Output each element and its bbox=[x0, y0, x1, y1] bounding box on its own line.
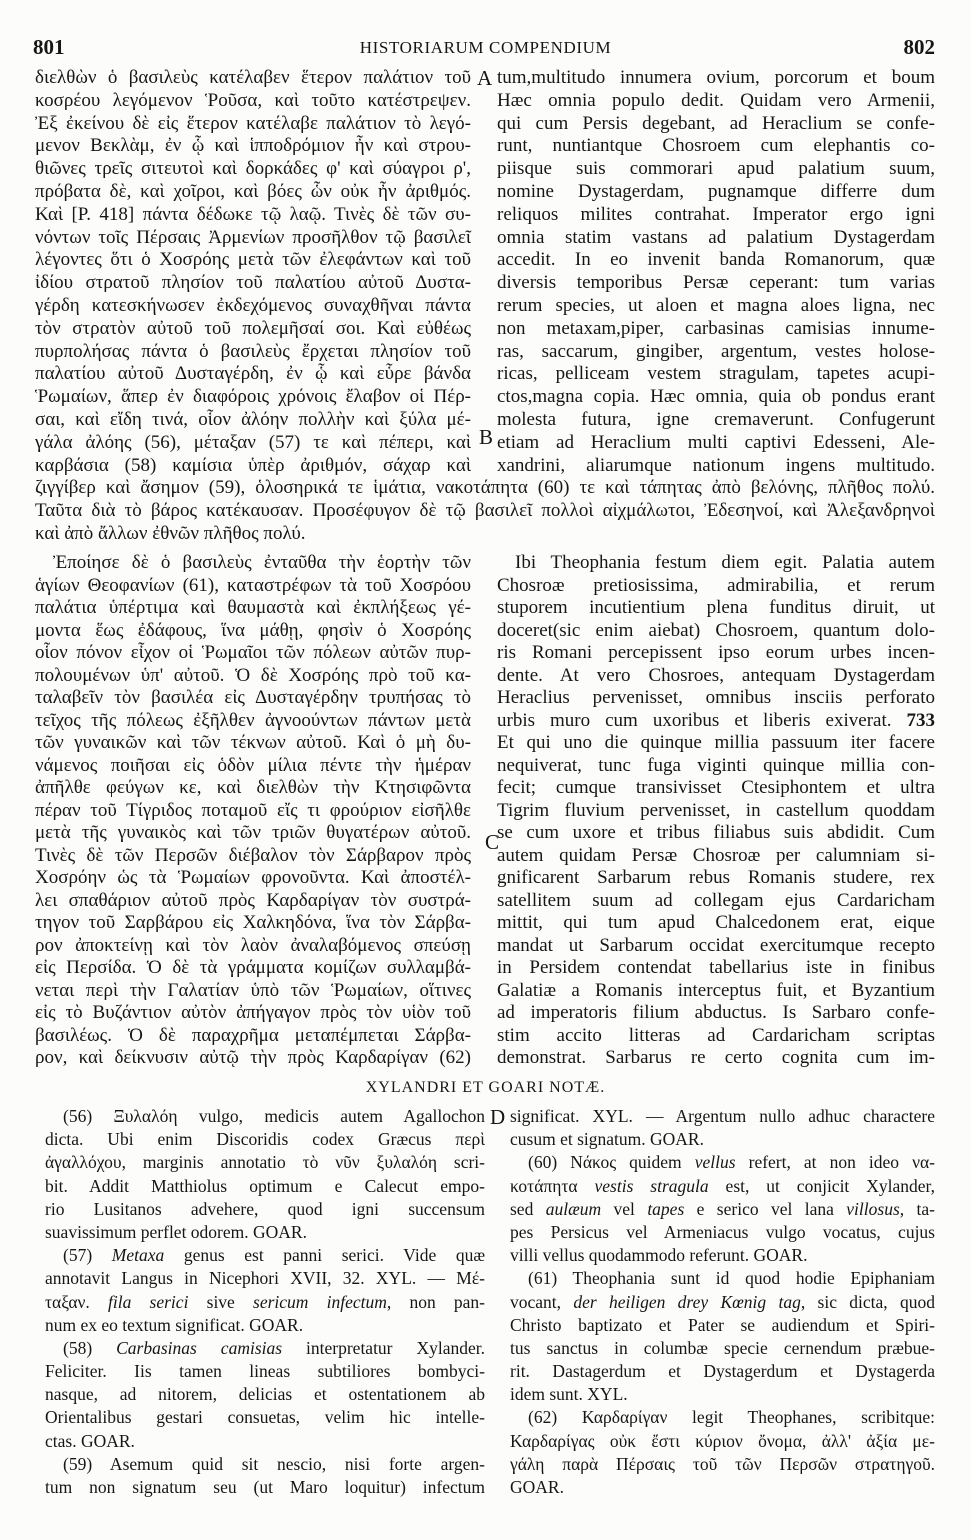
greek-text-line-text: διελθὼν ὁ βασιλεὺς κατέλαβεν ἕτερον παλάτιον τοῦ bbox=[35, 67, 471, 88]
italic-text: villosus bbox=[846, 1198, 900, 1219]
greek-text-line-text: νεται περὶ τὴν Γαλατίαν ὑπὸ τῶν Ῥωμαίων, οἵτινες bbox=[35, 979, 471, 1001]
greek-text-line-text: Ταῦτα διὰ τὸ βάρος κατέκαυσαν. Προσέφυγον δὲ τῷ βασιλεῖ πολλοὶ αἰχμάλωτοι, Ἐδεσηνοί, καὶ Ἀλεξανδρηνοὶ bbox=[35, 499, 935, 521]
latin-text-line bbox=[497, 732, 935, 755]
notes-heading: XYLANDRI ET GOARI NOTÆ. bbox=[365, 1079, 606, 1096]
greek-text-line-text: πρόβατα δὲ, καὶ χοῖροι, καὶ βόες ὧν οὐκ ἦν ἀριθμός. bbox=[35, 180, 471, 202]
latin-text-line bbox=[497, 620, 935, 643]
latin-text-line bbox=[497, 318, 935, 341]
greek-text-line-text: γάλα ἀλόης (56), μέταξαν (57) τε καὶ πέπερι, καὶ bbox=[35, 431, 471, 453]
text-run: (58) bbox=[63, 1337, 117, 1358]
greek-text-line bbox=[35, 822, 471, 845]
greek-text-line bbox=[35, 409, 471, 432]
greek-text-line-text: πέραν τοῦ Τίγριδος ποταμοῦ εἴς τι φρούριον εἰσῆλθε bbox=[35, 799, 471, 821]
greek-text-line-text: πολουμένων ὑπ' αὐτοῦ. Ὁ δὲ Χοσρόης πρὸ τοῦ κα- bbox=[35, 664, 471, 686]
italic-text: sericum infectum bbox=[253, 1291, 387, 1312]
note-line bbox=[45, 1453, 485, 1476]
greek-text-line-text: καρβάσια (58) καμίσια ὑπὲρ ἀριθμόν, σάχαρ καὶ bbox=[35, 454, 471, 476]
greek-text-line bbox=[35, 665, 471, 688]
italic-text: Metaxa bbox=[111, 1245, 165, 1266]
greek-text-line-text: παλατίου αὐτοῦ Δυσταγέρδη, ἐν ᾧ καὶ εὗρε βάνδα bbox=[35, 363, 471, 385]
latin-text-line bbox=[497, 867, 935, 890]
text-run: refert, at non ideo να- bbox=[735, 1152, 935, 1173]
latin-text-line-text: etiam ad Heraclium multi captivi Edesseni, Ale- bbox=[497, 431, 935, 453]
latin-text-line bbox=[497, 90, 935, 113]
greek-text-line-text: Ἐποίησε δὲ ὁ βασιλεὺς ἐνταῦθα τὴν ἑορτὴν τῶν bbox=[53, 552, 471, 573]
greek-text-line-text: τῶν γυναικῶν καὶ τῶν τέκνων αὐτοῦ. Καὶ ὁ μὴ δυ- bbox=[35, 732, 471, 753]
greek-text-line bbox=[35, 341, 471, 364]
margin-letter-a: A bbox=[477, 66, 493, 90]
greek-text-line-text: ζιγγίβερ καὶ ἄσημον (59), ὁλοσηρικά τε ἱμάτια, νακοτάπητα (60) τε καὶ τάπητας ἀπὸ βελόνης, πλῆθος πολύ. bbox=[35, 477, 935, 498]
notes-left-column bbox=[45, 1105, 485, 1499]
note-line-text: significat. XYL. — Argentum nullo adhuc charactere bbox=[510, 1106, 935, 1126]
greek-text-line bbox=[35, 455, 471, 478]
latin-text-line-text: molesta futura, igne cremaverunt. Confugerunt bbox=[497, 408, 935, 430]
note-line bbox=[510, 1430, 935, 1453]
note-line-text: ἀγαλλόχου, marginis annotatio τὸ νῦν ξυλαλόη scri- bbox=[45, 1152, 485, 1173]
greek-text-line-text: τὸν στρατὸν αὐτοῦ τοῦ πολεμῆσαί σοι. Καὶ εὐθέως bbox=[35, 317, 471, 339]
latin-text-line-text: fecit; cumque transivisset Ctesiphontem et ultra bbox=[497, 777, 935, 798]
note-line-text: pes Persicus vel Armeniacus vulgo vocatus, cujus bbox=[510, 1221, 935, 1242]
greek-text-line bbox=[35, 845, 471, 868]
latin-text-line bbox=[497, 249, 935, 272]
note-line bbox=[45, 1360, 485, 1383]
greek-column-section-2 bbox=[35, 552, 471, 1070]
greek-text-line bbox=[35, 386, 471, 409]
greek-text-line bbox=[35, 935, 471, 958]
greek-text-line-text: μενον Βεκλὰμ, ἐν ᾧ καὶ ἱπποδρόμιον ἦν καὶ στρου- bbox=[35, 135, 471, 157]
greek-text-line-text: Τινὲς δὲ τῶν Περσῶν διέβαλον τὸν Σάρβαρον πρὸς bbox=[35, 844, 471, 866]
latin-text-line-text: stuporem incutientium plena funditus diruit, ut bbox=[497, 597, 935, 618]
text-run: (57) bbox=[63, 1245, 112, 1266]
note-line-text: tus sanctus in columbæ specie cernendum præbue- bbox=[510, 1337, 935, 1358]
latin-text-line-text: se cum uxore et tribus filiabus suis abdidit. Cum bbox=[497, 822, 935, 843]
note-line-text bbox=[63, 1245, 485, 1265]
greek-text-line-text: ἰδίου στρατοῦ πλησίον τοῦ παλατίου αὐτοῦ Δυστα- bbox=[35, 272, 471, 294]
italic-text: aulæum bbox=[545, 1198, 602, 1219]
latin-text-line-text: ad imperatoris filium abductus. Is Sarbaro confe- bbox=[497, 1002, 935, 1023]
greek-text-line-text: Ἐξ ἐκείνου δὲ εἰς ἕτερον κατέλαβε παλάτιον τὸ λεγό- bbox=[35, 112, 471, 134]
greek-text-line bbox=[35, 295, 471, 318]
note-line bbox=[510, 1151, 935, 1174]
note-line-text bbox=[510, 1199, 935, 1219]
greek-text-line bbox=[35, 523, 935, 546]
greek-text-line bbox=[35, 575, 471, 598]
latin-text-line bbox=[497, 845, 935, 868]
latin-text-line-text: Chosroæ pretiosissima, admirabilia, et rerum bbox=[497, 574, 935, 596]
note-line bbox=[510, 1360, 935, 1383]
note-line-text: rio Lusitanos advehere, quod igni succensum bbox=[45, 1198, 485, 1219]
italic-text: tapes bbox=[647, 1198, 685, 1219]
latin-text-line bbox=[497, 665, 935, 688]
text-run: , non pan- bbox=[386, 1291, 485, 1312]
note-line-text bbox=[510, 1176, 935, 1196]
latin-text-line bbox=[497, 386, 935, 409]
latin-text-line-text: reliquos milites contrahat. Imperator ergo igni bbox=[497, 203, 935, 225]
latin-text-line-text: autem quidam Persæ Chosroæ per calumniam si- bbox=[497, 844, 935, 866]
greek-text-line bbox=[35, 1047, 471, 1070]
latin-text-line bbox=[497, 890, 935, 913]
greek-text-line bbox=[35, 912, 471, 935]
latin-text-line bbox=[497, 935, 935, 958]
note-line bbox=[45, 1267, 485, 1290]
greek-text-line-text: Καὶ [P. 418] πάντα δέδωκε τῷ λαῷ. Τινὲς δὲ τῶν συ- bbox=[35, 203, 471, 225]
greek-text-line bbox=[35, 158, 471, 181]
note-line-text: ctas. GOAR. bbox=[45, 1430, 135, 1451]
note-line-text: (56) Ξυλαλόη vulgo, medicis autem Agallochon bbox=[63, 1106, 485, 1126]
latin-text-line bbox=[497, 957, 935, 980]
greek-text-line-text: τηγον τοῦ Σαρβάρου εἰς Χαλκηδόνα, ἵνα τὸν Σάρβα- bbox=[35, 912, 471, 933]
greek-text-line-text: νάμενος ποιῆσαι εἰς ὁδὸν μίλια πέντε τὴν ἡμέραν bbox=[35, 754, 471, 776]
latin-text-line-text: nequiverat, tunc fuga viginti quinque millia con- bbox=[497, 754, 935, 776]
greek-text-line-text: ρον ἀποκτείνῃ καὶ τὸν λαὸν ἀναλαβόμενος σπεύσῃ bbox=[35, 934, 471, 956]
note-line bbox=[510, 1221, 935, 1244]
latin-text-line-text: accedit. In eo invenit banda Romanorum, quæ bbox=[497, 249, 935, 271]
latin-text-line bbox=[497, 432, 935, 455]
greek-text-line-text: μετὰ τῆς γυναικὸς καὶ τῶν τριῶν θυγατέρων αὐτοῦ. bbox=[35, 822, 471, 843]
note-line bbox=[45, 1430, 485, 1453]
latin-text-line bbox=[497, 181, 935, 204]
note-line-text: (62) Καρδαρίγαν legit Theophanes, scribitque: bbox=[528, 1407, 935, 1428]
note-line-text: Καρδαρίγας οὐκ ἔστι κύριον ὄνομα, ἀλλ' ἀξία με- bbox=[510, 1430, 935, 1451]
text-run: , ta- bbox=[899, 1198, 935, 1219]
greek-text-line-text: κοσρέου λεγόμενον Ῥοῦσα, καὶ τοῦτο κατέστρεψεν. bbox=[35, 89, 471, 111]
latin-text-line bbox=[497, 822, 935, 845]
note-line-text: annotavit Langus in Nicephori XVII, 32. XYL. — Μέ- bbox=[45, 1268, 485, 1289]
note-line bbox=[510, 1383, 935, 1406]
greek-text-line bbox=[35, 1025, 471, 1048]
greek-text-line-text: εἰς Περσίδα. Ὁ δὲ τὰ γράμματα κομίζων συλλαμβά- bbox=[35, 957, 471, 978]
page-number-right: 802 bbox=[903, 35, 935, 59]
latin-text-line bbox=[497, 113, 935, 136]
text-run: urbis muro cum uxoribus et liberis exiverat. bbox=[497, 709, 907, 731]
latin-text-line-text bbox=[497, 710, 935, 731]
greek-text-line-text: πυρπολήσας πάντα ὁ βασιλεὺς ἔρχεται πλησίον τοῦ bbox=[35, 340, 471, 362]
greek-text-line-text: παλάτια ὑπέρτιμα καὶ θαυμαστὰ καὶ ἐκπλήξεως γέ- bbox=[35, 597, 471, 618]
latin-text-line bbox=[497, 980, 935, 1003]
greek-text-line bbox=[35, 181, 471, 204]
greek-text-line bbox=[35, 800, 471, 823]
latin-column-section-2 bbox=[497, 552, 935, 1070]
greek-text-line-text: σαι, καὶ εἴδη τινά, οἷον ἀλόην πολλὴν καὶ ξύλα μέ- bbox=[35, 408, 471, 430]
note-line bbox=[510, 1291, 935, 1314]
note-line bbox=[45, 1406, 485, 1429]
note-line-text: idem sunt. XYL. bbox=[510, 1384, 628, 1405]
latin-text-line bbox=[497, 227, 935, 250]
latin-text-line-text: stim accito litteras ad Cardaricham scriptas bbox=[497, 1024, 935, 1046]
latin-text-line-text: diversis temporibus Persæ ceperant: tum varias bbox=[497, 272, 935, 294]
latin-text-line bbox=[497, 363, 935, 386]
note-line bbox=[510, 1406, 935, 1429]
latin-text-line-text: mandat ut Sarbarum occidat exercitumque recepto bbox=[497, 934, 935, 956]
text-run: κοτάπητα bbox=[510, 1175, 595, 1196]
greek-full-width-lines bbox=[35, 477, 935, 545]
latin-text-line-text: xandrini, aliarumque nationum ingens multitudo. bbox=[497, 454, 935, 476]
latin-text-line-text: nomine Dystagerdam, pugnamque differre dum bbox=[497, 180, 935, 202]
latin-text-line-text: non metaxam,piper, carbasinas camisias innume- bbox=[497, 317, 935, 339]
latin-text-line-text: Galatiæ a Romanis interceptus fuit, et Byzantium bbox=[497, 979, 935, 1001]
note-line bbox=[510, 1476, 935, 1499]
latin-text-line bbox=[497, 1025, 935, 1048]
margin-folio-number: 733 bbox=[906, 709, 935, 731]
note-line bbox=[45, 1476, 485, 1499]
note-line-text: Christo baptizato et Pater se audiendum et Spiri- bbox=[510, 1314, 935, 1335]
greek-text-line bbox=[35, 272, 471, 295]
latin-text-line bbox=[497, 800, 935, 823]
latin-text-line bbox=[497, 67, 935, 90]
greek-text-line-text: Ῥωμαίων, ἅπερ ἐν διαφόροις χρόνοις ἔλαβον οἱ Πέρ- bbox=[35, 386, 471, 408]
italic-text: vellus bbox=[694, 1152, 736, 1173]
greek-text-line-text: θιῶνες τρεῖς σιτευτοὶ καὶ δορκάδες φ' καὶ σύαγροι ρ', bbox=[35, 158, 471, 180]
text-run: interpretatur Xylander. bbox=[282, 1337, 485, 1358]
latin-text-line bbox=[497, 341, 935, 364]
note-line bbox=[45, 1383, 485, 1406]
latin-text-line bbox=[497, 135, 935, 158]
text-run: (60) Νάκος quidem bbox=[528, 1152, 695, 1173]
text-run: vocant, bbox=[510, 1291, 574, 1312]
greek-text-line-text: ρον, καὶ δείκνυσιν αὐτῷ τὴν πρὸς Καρδαρίγαν (62) bbox=[35, 1047, 471, 1068]
greek-text-line-text: τεῖχος τῆς πόλεως ἐξῆλθεν ἀγνοούντων πάντων μετὰ bbox=[35, 709, 471, 731]
note-line bbox=[510, 1337, 935, 1360]
note-line bbox=[45, 1337, 485, 1360]
note-line-text: Feliciter. Iis tamen lineas subtiliores bombyci- bbox=[45, 1361, 485, 1382]
greek-text-line bbox=[35, 710, 471, 733]
latin-text-line-text: mittit, qui tum apud Chalcedonem erat, eique bbox=[497, 912, 935, 933]
latin-text-line bbox=[497, 597, 935, 620]
greek-text-line-text: μοντα ἕως ἐδάφους, ἵνα μάθῃ, φησὶν ὁ Χοσρόης bbox=[35, 619, 471, 641]
latin-text-line bbox=[497, 912, 935, 935]
greek-text-line bbox=[35, 687, 471, 710]
greek-text-line-text: γέρδη κατεσκήνωσεν ἐκδεχόμενος συναχθῆναι πάντα bbox=[35, 294, 471, 316]
latin-text-line bbox=[497, 455, 935, 478]
latin-text-line-text: ricas, pelliceam vestem stragulam, tapetes acupi- bbox=[497, 363, 935, 385]
latin-text-line bbox=[497, 272, 935, 295]
greek-text-line bbox=[35, 957, 471, 980]
italic-text: fila serici bbox=[108, 1291, 189, 1312]
latin-text-line-text: Hæc omnia populo dedit. Quidam vero Armenii, bbox=[497, 89, 935, 111]
notes-right-column bbox=[510, 1105, 935, 1499]
latin-text-line-text: omnia statim vastans ad palatium Dystagerdam bbox=[497, 226, 935, 248]
greek-text-line bbox=[35, 113, 471, 136]
latin-text-line-text: ctos,magna copia. Hæc omnia, quia ob pondus erant bbox=[497, 386, 935, 408]
latin-text-line-text: Heraclius pervenisset, omnibus insciis perforato bbox=[497, 687, 935, 708]
greek-text-line bbox=[35, 867, 471, 890]
text-run: , sic dicta, quod bbox=[800, 1291, 935, 1312]
running-title: HISTORIARUM COMPENDIUM bbox=[359, 38, 612, 57]
greek-text-line-text: λει σπαθάριον αὐτοῦ πρὸς Καρδαρίγαν τὸν συστρά- bbox=[35, 889, 471, 911]
note-line bbox=[510, 1128, 935, 1151]
greek-text-line bbox=[35, 552, 471, 575]
text-run: genus est panni serici. Vide quæ bbox=[164, 1245, 485, 1266]
greek-text-line bbox=[35, 755, 471, 778]
latin-text-line bbox=[497, 204, 935, 227]
greek-text-line-text: καὶ ἀπὸ ἄλλων ἐθνῶν πλῆθος πολύ. bbox=[35, 522, 306, 544]
note-line-text: nasque, ad nitorem, delicias et ostentationem ab bbox=[45, 1384, 485, 1405]
latin-text-line-text: gnificarent Sarbarum rebus Romanis studere, rex bbox=[497, 867, 935, 888]
latin-text-line bbox=[497, 552, 935, 575]
note-line bbox=[510, 1267, 935, 1290]
latin-text-line-text: ris Romani percepissent ipso eorum urbes incen- bbox=[497, 642, 935, 663]
italic-text: Carbasinas camisias bbox=[116, 1337, 283, 1358]
greek-column-section-1 bbox=[35, 67, 471, 477]
note-line bbox=[45, 1128, 485, 1151]
note-line-text: tum non signatum seu (ut Maro loquitur) infectum bbox=[45, 1477, 485, 1497]
note-line-text: suavissimum perflet odorem. GOAR. bbox=[45, 1221, 307, 1242]
note-line-text: cusum et signatum. GOAR. bbox=[510, 1129, 704, 1150]
note-line-text bbox=[45, 1292, 485, 1312]
note-line-text: villi vellus quodammodo referunt. GOAR. bbox=[510, 1245, 808, 1266]
greek-text-line-text: ταλαβεῖν τὸν βασιλέα εἰς Δυσταγέρδην τρυπήσας τὸ bbox=[35, 687, 471, 708]
greek-text-line bbox=[35, 135, 471, 158]
greek-text-line-text: νόντων τοῖς Πέρσαις Ἀρμενίων προσῆλθον τῷ βασιλεῖ bbox=[35, 226, 471, 248]
note-line-text: bit. Addit Matthiolus optimum e Calecut empo- bbox=[45, 1175, 485, 1196]
greek-text-line bbox=[35, 363, 471, 386]
latin-text-line bbox=[497, 409, 935, 432]
greek-text-line-text: εἰς τὸ Βυζάντιον αὐτὸν ἀπήγαγον πρὸς τὸν υἱὸν τοῦ bbox=[35, 1002, 471, 1023]
note-line bbox=[45, 1244, 485, 1267]
greek-text-line bbox=[35, 890, 471, 913]
latin-text-line bbox=[497, 687, 935, 710]
greek-text-line bbox=[35, 597, 471, 620]
note-line-text: (59) Asemum quid sit nescio, nisi forte argen- bbox=[63, 1453, 485, 1474]
greek-text-line bbox=[35, 204, 471, 227]
note-line bbox=[45, 1314, 485, 1337]
note-line-text: (61) Theophania sunt id quod hodie Epiphaniam bbox=[528, 1268, 935, 1289]
latin-text-line-text: piisque suis commorari apud palatium suum, bbox=[497, 158, 935, 180]
text-run: sed bbox=[510, 1198, 546, 1219]
latin-text-line-text: doceret(sic enim aiebat) Chosroem, quantum dolo- bbox=[497, 619, 935, 641]
latin-text-line-text: rerum species, ut aloen et magna aloes ligna, nec bbox=[497, 294, 935, 316]
note-line-text: num ex eo textum significat. GOAR. bbox=[45, 1314, 304, 1335]
note-line bbox=[45, 1221, 485, 1244]
note-line bbox=[510, 1198, 935, 1221]
latin-text-line-text: qui cum Persis degebant, ad Heraclium se confe- bbox=[497, 112, 935, 134]
latin-text-line-text: ras, saccarum, gingiber, argentum, vestes holose- bbox=[497, 340, 935, 362]
greek-text-line bbox=[35, 67, 471, 90]
latin-text-line-text: dente. At vero Chosroes, antequam Dystagerdam bbox=[497, 664, 935, 686]
latin-text-line-text: in Persidem contendat tabellarius iste in finibus bbox=[497, 957, 935, 978]
greek-text-line bbox=[35, 732, 471, 755]
note-line-text: dicta. Ubi enim Discoridis codex Græcus περὶ bbox=[45, 1129, 485, 1150]
text-run: ταξαν. bbox=[45, 1291, 109, 1312]
greek-text-line bbox=[35, 249, 471, 272]
greek-text-line-text: Χοσρόην ὡς τὰ Ῥωμαίων φρονοῦντα. Καὶ ἀποστέλ- bbox=[35, 867, 471, 888]
latin-text-line-text: Tigrim fluvium pervenisset, in castellum quoddam bbox=[497, 799, 935, 821]
latin-text-line bbox=[497, 1002, 935, 1025]
note-line bbox=[510, 1105, 935, 1128]
margin-letter-c: C bbox=[485, 830, 500, 854]
latin-text-line-text: runt, nuntiantque Chosroem cum elephantis co- bbox=[497, 135, 935, 157]
latin-text-line bbox=[497, 1047, 935, 1070]
note-line-text: rit. Dastagerdum et Dystagerdum et Dystagerda bbox=[510, 1361, 935, 1382]
note-line bbox=[510, 1244, 935, 1267]
note-line bbox=[45, 1291, 485, 1314]
margin-letter-b: B bbox=[479, 425, 494, 449]
greek-text-line-text: οἷον πόνον εἶχον οἱ Ῥωμαῖοι τῶν πόλεων αὐτῶν πυρ- bbox=[35, 642, 471, 663]
latin-text-line-text: tum,multitudo innumera ovium, porcorum et boum bbox=[497, 67, 935, 88]
note-line-text bbox=[510, 1292, 935, 1312]
note-line-text: γάλη παρὰ Πέρσαις τοῦ τῶν Περσῶν στρατηγοῦ. bbox=[510, 1453, 935, 1474]
note-line bbox=[45, 1151, 485, 1174]
greek-text-line bbox=[35, 477, 935, 500]
latin-text-line-text: Ibi Theophania festum diem egit. Palatia autem bbox=[515, 552, 935, 573]
italic-text: vestis stragula bbox=[594, 1175, 709, 1196]
latin-text-line-text: Et qui uno die quinque millia passuum iter facere bbox=[497, 732, 935, 753]
greek-text-line bbox=[35, 1002, 471, 1025]
note-line-text: GOAR. bbox=[510, 1477, 564, 1497]
greek-text-line bbox=[35, 227, 471, 250]
latin-text-line bbox=[497, 777, 935, 800]
italic-text: der heiligen drey Kœnig tag bbox=[573, 1291, 801, 1312]
note-line bbox=[510, 1453, 935, 1476]
latin-text-line bbox=[497, 575, 935, 598]
greek-text-line bbox=[35, 90, 471, 113]
margin-letter-d: D bbox=[490, 1105, 506, 1129]
greek-text-line bbox=[35, 432, 471, 455]
greek-text-line bbox=[35, 980, 471, 1003]
note-line bbox=[510, 1175, 935, 1198]
greek-text-line-text: βασιλέως. Ὁ δὲ παραχρῆμα μεταπέμπεται Σάρβα- bbox=[35, 1024, 471, 1046]
greek-text-line bbox=[35, 620, 471, 643]
note-line bbox=[510, 1314, 935, 1337]
page-number-left: 801 bbox=[33, 35, 65, 59]
greek-text-line-text: ἁγίων Θεοφανίων (61), καταστρέφων τὰ τοῦ Χοσρόου bbox=[35, 574, 471, 596]
latin-text-line-text: demonstrat. Sarbarus re certo cognita cum im- bbox=[497, 1047, 935, 1068]
note-line-text bbox=[528, 1152, 935, 1172]
greek-text-line bbox=[35, 642, 471, 665]
greek-text-line-text: ἀπῆλθε φεύγων κε, καὶ διελθὼν τὴν Κτησιφῶντα bbox=[35, 777, 471, 798]
note-line bbox=[45, 1175, 485, 1198]
latin-text-line-text: satellitem suum ad collegam ejus Cardaricham bbox=[497, 889, 935, 911]
latin-text-line bbox=[497, 158, 935, 181]
greek-text-line-text: λέγοντες ὅτι ὁ Χοσρόης μετὰ τῶν ἐλεφάντων καὶ τοῦ bbox=[35, 249, 471, 271]
greek-text-line bbox=[35, 500, 935, 523]
latin-text-line bbox=[497, 642, 935, 665]
text-run: e serico vel lana bbox=[684, 1198, 847, 1219]
text-run: sive bbox=[188, 1291, 254, 1312]
text-run: est, ut conjicit Xylander, bbox=[708, 1175, 935, 1196]
note-line bbox=[45, 1198, 485, 1221]
text-run: vel bbox=[601, 1198, 648, 1219]
note-line bbox=[45, 1105, 485, 1128]
latin-text-line bbox=[497, 295, 935, 318]
greek-text-line bbox=[35, 318, 471, 341]
note-line-text bbox=[63, 1338, 485, 1358]
latin-column-section-1 bbox=[497, 67, 935, 477]
latin-text-line bbox=[497, 710, 935, 733]
greek-text-line bbox=[35, 777, 471, 800]
note-line-text: Orientalibus gestari consuetas, velim hic intelle- bbox=[45, 1407, 485, 1428]
latin-text-line bbox=[497, 755, 935, 778]
